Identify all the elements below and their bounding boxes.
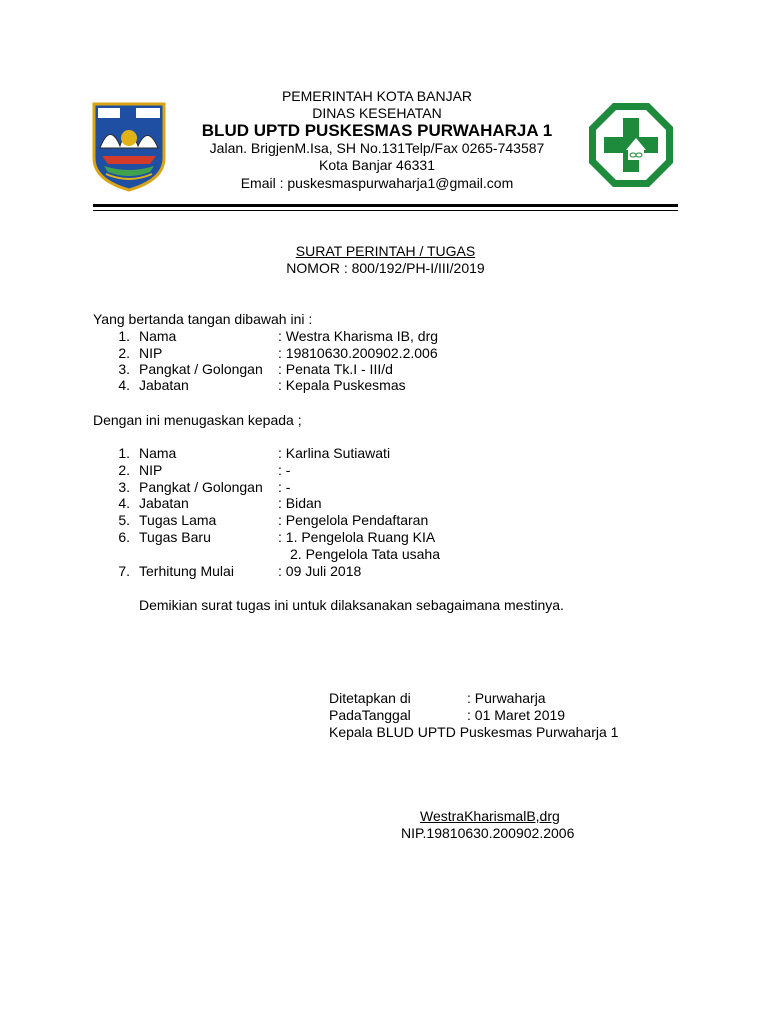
row-number: 3. bbox=[118, 479, 130, 495]
signer-name: WestraKharismalB,drg bbox=[420, 808, 560, 824]
row-label: Jabatan bbox=[139, 495, 189, 511]
row-number: 1. bbox=[118, 328, 130, 344]
row-number: 3. bbox=[118, 361, 130, 377]
intro-text: Yang bertanda tangan dibawah ini : bbox=[93, 311, 313, 327]
row-number: 1. bbox=[118, 445, 130, 461]
row-number: 2. bbox=[118, 462, 130, 478]
row-label: Terhitung Mulai bbox=[139, 563, 234, 579]
letterhead-department: DINAS KESEHATAN bbox=[312, 105, 442, 121]
row-label: Tugas Lama bbox=[139, 512, 217, 528]
row-label: Pangkat / Golongan bbox=[139, 479, 263, 495]
row-label: Nama bbox=[139, 328, 177, 344]
letterhead-rule-thin bbox=[93, 210, 678, 211]
signer-nip: NIP.19810630.200902.2006 bbox=[401, 825, 575, 841]
row-value: : Westra Kharisma IB, drg bbox=[278, 328, 439, 344]
row-label: NIP bbox=[139, 345, 163, 361]
date-value: : 01 Maret 2019 bbox=[467, 707, 566, 723]
row-number: 2. bbox=[118, 345, 130, 361]
row-value: : - bbox=[278, 462, 291, 478]
place-value: : Purwaharja bbox=[467, 690, 546, 706]
assign-intro-text: Dengan ini menugaskan kepada ; bbox=[93, 412, 302, 428]
row-value: : - bbox=[278, 479, 291, 495]
letterhead-address: Jalan. BrigjenM.Isa, SH No.131Telp/Fax 0265-743587 bbox=[209, 140, 545, 156]
closing-text: Demikian surat tugas ini untuk dilaksanakan sebagaimana mestinya. bbox=[139, 597, 564, 613]
row-value: : Kepala Puskesmas bbox=[278, 377, 406, 393]
row-label: Jabatan bbox=[139, 377, 189, 393]
row-label: NIP bbox=[139, 462, 163, 478]
letterhead-title: BLUD UPTD PUSKESMAS PURWAHARJA 1 bbox=[201, 121, 553, 140]
letterhead-email: Email : puskesmaspurwaharja1@gmail.com bbox=[240, 175, 514, 191]
signer-position: Kepala BLUD UPTD Puskesmas Purwaharja 1 bbox=[329, 724, 619, 740]
row-value: : Bidan bbox=[278, 495, 322, 511]
row-value: : 1. Pengelola Ruang KIA bbox=[278, 529, 436, 545]
row-number: 4. bbox=[118, 377, 130, 393]
row-number: 4. bbox=[118, 495, 130, 511]
row-number: 7. bbox=[118, 563, 130, 579]
letterhead-city: Kota Banjar 46331 bbox=[319, 157, 435, 173]
row-number: 5. bbox=[118, 512, 130, 528]
row-value: : Penata Tk.I - III/d bbox=[278, 361, 393, 377]
letterhead-rule-thick bbox=[93, 204, 678, 207]
place-label: Ditetapkan di bbox=[329, 690, 411, 706]
row-label: Tugas Baru bbox=[139, 529, 211, 545]
row-label: Pangkat / Golongan bbox=[139, 361, 263, 377]
row-value: : 19810630.200902.2.006 bbox=[278, 345, 438, 361]
letter-title: SURAT PERINTAH / TUGAS bbox=[295, 243, 476, 259]
row-value: : 09 Juli 2018 bbox=[278, 563, 362, 579]
date-label: PadaTanggal bbox=[329, 707, 411, 723]
row-number: 6. bbox=[118, 529, 130, 545]
row-value-continued: 2. Pengelola Tata usaha bbox=[290, 546, 440, 562]
letterhead-government: PEMERINTAH KOTA BANJAR bbox=[281, 88, 473, 104]
row-value: : Karlina Sutiawati bbox=[278, 445, 391, 461]
row-label: Nama bbox=[139, 445, 177, 461]
row-value: : Pengelola Pendaftaran bbox=[278, 512, 429, 528]
letter-number: NOMOR : 800/192/PH-I/III/2019 bbox=[286, 260, 485, 276]
